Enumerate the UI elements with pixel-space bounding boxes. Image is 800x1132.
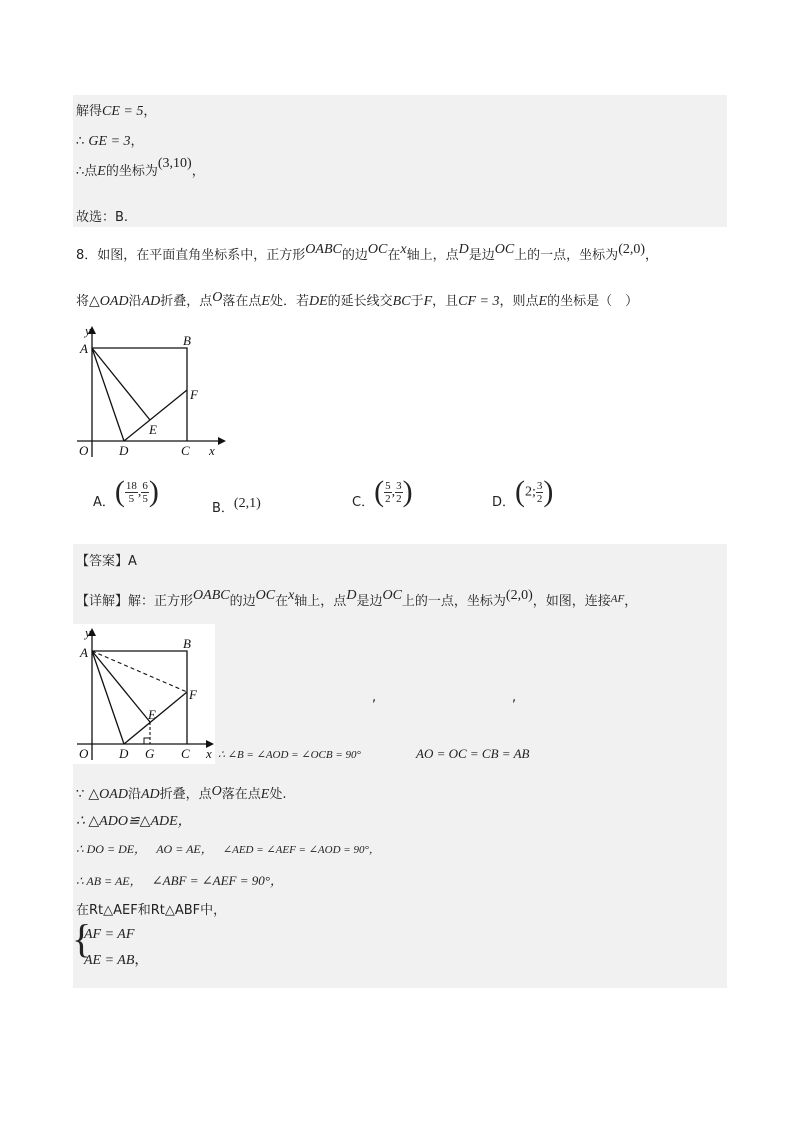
system-row-2: AE = AB [84,953,135,968]
option-label: B． [212,501,234,516]
solution-line-3 [76,156,205,180]
label-C: C [181,443,190,458]
option-label: A． [93,494,115,510]
sides-equation: AO = OC = CB = AB [416,746,530,761]
text: 处．若 [269,294,309,309]
denominator: 2 [536,492,543,505]
text: 上的一点，坐标为 [401,594,506,609]
denominator: 2 [396,492,402,505]
text: 的边 [229,594,256,609]
denominator: 2 [385,492,391,505]
system-row-1: AF = AF [84,927,135,942]
detail-line-1 [76,590,637,610]
label-A: A [80,341,88,356]
option-a[interactable] [93,475,159,510]
detail-line-3: ∴ △ADO≌△ADE， [76,814,192,829]
fraction [141,480,149,505]
detail-line-4 [76,840,380,857]
paren: ) [402,475,413,508]
solution-choice: 故选：B. [76,210,129,225]
text: 轴上，点 [406,248,459,263]
text: 在 [275,594,289,609]
math: OC [367,242,388,257]
text: 的坐标是（ ） [547,294,639,309]
math: CE = 5 [102,104,144,119]
answer-label: 【答案】A [76,554,137,569]
option-label: C． [352,494,375,510]
fraction [125,480,138,505]
math: E [97,164,106,179]
math: F [423,294,433,309]
text: 处. [269,787,287,802]
paren: ) [543,475,554,508]
angles-equation: ∴ ∠B = ∠AOD = ∠OCB = 90° [218,749,361,761]
text: 轴上，点 [294,594,347,609]
math: OC [382,588,402,603]
label-y: y [85,323,91,338]
question-number: 8． [76,248,98,263]
label-O: O [79,443,89,458]
paren: ( [515,475,526,508]
text: 如图，在平面直角坐标系中，正方形 [97,248,306,263]
numerator: 18 [125,479,137,492]
math: CF = 3 [458,294,500,309]
detail-line-5 [76,870,283,889]
math: ∴ AB = AE， [76,874,142,888]
text: 于 [410,294,424,309]
math: ∠ABF = ∠AEF = 90°， [151,873,283,888]
math: 2; [525,484,536,500]
math: O [212,290,223,305]
math: OC [494,242,515,257]
math: AD [141,294,161,309]
comma: , [137,484,142,500]
text: 的边 [341,248,368,263]
option-c[interactable] [352,475,413,510]
answer-block [73,544,727,988]
text: ， [624,594,638,609]
label-A: A [80,645,88,660]
label-E: E [148,707,156,722]
math: (3,10) [157,156,192,171]
math: D [346,588,357,603]
math: △OAD [89,294,129,309]
text: 解得 [76,104,103,119]
brace: { [72,916,92,961]
label-E: E [149,422,157,437]
math: ∠AED = ∠AEF = ∠AOD = 90°， [222,844,380,856]
label-B: B [183,636,191,651]
text: 落在点 [221,787,261,802]
paren: ( [374,475,385,508]
text: ∴点 [76,164,98,179]
text: 的坐标为 [105,164,158,179]
fraction [384,480,392,505]
detail-line-2 [76,783,287,803]
question-line-2 [76,290,638,310]
label-x: x [209,443,215,458]
denominator: 5 [128,492,135,505]
label-D: D [119,443,129,458]
label-C: C [181,746,190,761]
math: (2,1) [233,496,261,511]
detail-label: 【详解】 [76,594,129,609]
numerator: 3 [396,479,402,492]
math: OABC [305,242,342,257]
math: △OAD [88,787,128,802]
text: 将 [76,294,90,309]
math: ∴ DO = DE， [76,842,147,856]
math: D [458,242,469,257]
text: 是边 [468,248,495,263]
text: ， [134,953,149,968]
answer-figure [72,624,215,764]
question-figure [72,322,232,462]
label-y: y [85,625,91,640]
text: ，且 [432,294,459,309]
question-line-1 [76,244,658,264]
text: ∴ [76,134,89,149]
math: OC [255,588,276,603]
math: x [400,242,407,257]
paren: ) [148,475,159,508]
option-b[interactable] [212,492,261,516]
text: 沿 [127,787,141,802]
math: AD [140,787,160,802]
text: ，则点 [499,294,539,309]
math: (2,0) [618,242,646,257]
option-d[interactable] [492,475,554,510]
text: 的延长线交 [327,294,393,309]
math: O [211,784,222,799]
detail-line-6: 在Rt△AEF和Rt△ABF中， [76,903,227,918]
math: x [288,588,295,603]
text: 折叠，点 [159,787,212,802]
math: BC [392,294,411,309]
text: ， [191,164,205,179]
text: ， [143,104,157,119]
text: 上的一点，坐标为 [514,248,619,263]
label-x: x [206,746,212,761]
math: GE = 3 [88,134,131,149]
math: E [538,294,548,309]
stray-comma-1: , [372,690,377,705]
text: 折叠，点 [160,294,213,309]
math: DE [308,294,328,309]
text: 解：正方形 [128,594,194,609]
label-F: F [189,687,197,702]
text: 在 [387,248,401,263]
text: ∵ [76,787,89,802]
numerator: 3 [536,479,543,492]
label-O: O [79,746,89,761]
solution-line-2 [76,130,144,150]
numerator: 6 [142,479,148,492]
denominator: 5 [142,492,148,505]
numerator: 5 [385,479,391,492]
math: (2,0) [505,588,533,603]
paren: ( [114,475,125,508]
text: ， [645,248,659,263]
stray-comma-2: , [512,690,517,705]
text: ， [130,134,144,149]
label-B: B [183,333,191,348]
text: ，如图，连接 [532,594,611,609]
text: 是边 [356,594,383,609]
fraction [395,480,403,505]
comma: , [391,484,396,500]
label-G: G [145,746,155,761]
label-F: F [190,387,198,402]
solution-line-1 [76,100,156,120]
math: E [261,294,270,309]
text: 沿 [128,294,142,309]
math: AF [610,593,625,605]
label-D: D [119,746,129,761]
math: AO = AE， [156,842,213,856]
text: 落在点 [222,294,262,309]
math: E [260,787,270,802]
math: OABC [193,588,230,603]
option-label: D． [492,494,516,510]
